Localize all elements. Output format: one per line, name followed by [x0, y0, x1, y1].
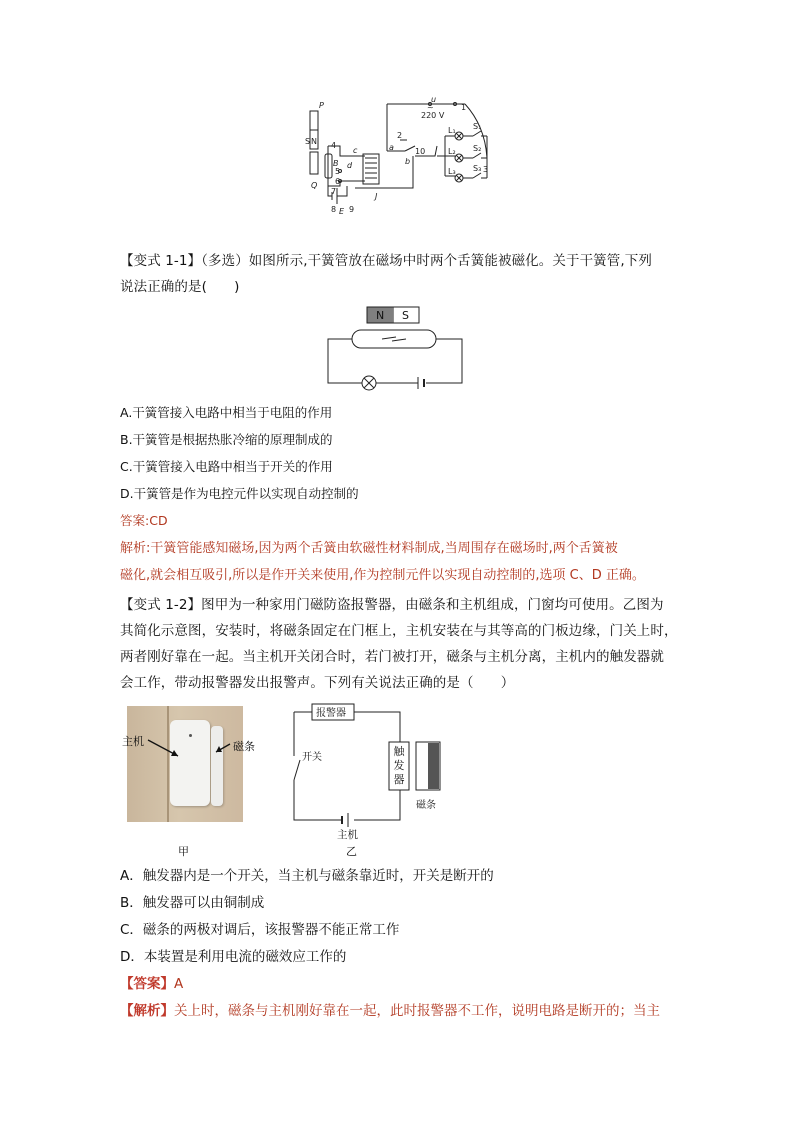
label-7: 7 [331, 187, 337, 196]
q1-answer: 答案:CD [120, 513, 168, 528]
label-tilde: ~ [427, 103, 434, 112]
label-j: J [375, 192, 378, 201]
q2-option-d: D．本装置是利用电流的磁效应工作的 [120, 949, 347, 965]
q1-option-d: D.干簧管是作为电控元件以实现自动控制的 [120, 486, 359, 501]
magnet-n-label: N [376, 309, 385, 322]
q2-answer-value: A [174, 976, 184, 992]
q1-title-line2: 说法正确的是( ) [120, 279, 240, 295]
label-b: B [333, 159, 339, 168]
label-220v: 220 V [421, 111, 445, 120]
label-4: 4 [331, 141, 337, 150]
circuit-magnet-label: 磁条 [416, 800, 436, 811]
q1-option-b: B.干簧管是根据热胀冷缩的原理制成的 [120, 432, 333, 447]
q2-line2: 其简化示意图，安装时，将磁条固定在门框上，主机安装在与其等高的门板边缘，门关上时， [120, 623, 678, 639]
q2-answer [120, 975, 183, 993]
q1-option-c: C.干簧管接入电路中相当于开关的作用 [120, 459, 333, 474]
label-s1: S₁ [473, 122, 482, 131]
label-s2: S₂ [473, 144, 482, 153]
q2-answer-label: 【答案】 [120, 976, 174, 992]
label-8: 8 [331, 205, 337, 214]
q2-analysis-text: 关上时，磁条与主机刚好靠在一起，此时报警器不工作，说明电路是断开的；当主 [174, 1003, 660, 1019]
label-c: c [353, 146, 358, 155]
label-u: u [431, 96, 437, 104]
q2-option-c: C．磁条的两极对调后，该报警器不能正常工作 [120, 922, 400, 938]
circuit-trigger-label: 触发器 [393, 745, 405, 786]
label-10: 10 [415, 147, 426, 156]
q1-option-a: A.干簧管接入电路中相当于电阻的作用 [120, 405, 333, 420]
q1-title-line1: 【变式 1-1】（多选）如图所示,干簧管放在磁场中时两个舌簧能被磁化。关于干簧管,下列 [120, 253, 652, 269]
q1-analysis-line2: 磁化,就会相互吸引,所以是作开关来使用,作为控制元件以实现自动控制的,选项 C、D 正确。 [120, 568, 645, 583]
label-p: P [319, 101, 324, 110]
label-e: E [339, 207, 345, 216]
label-b-small: b [405, 157, 411, 166]
caption-yi: 乙 [346, 845, 357, 858]
label-l1: L₁ [448, 126, 456, 135]
photo-label-magnet: 磁条 [233, 740, 255, 753]
circuit-alarm-label: 报警器 [316, 708, 346, 719]
reed-switch-figure [322, 305, 468, 391]
q2-line3: 两者刚好靠在一起。当主机开关闭合时，若门被打开，磁条与主机分离，主机内的触发器就 [120, 649, 664, 665]
label-l3: L₃ [448, 167, 456, 176]
relay-circuit-figure [295, 96, 505, 216]
label-1: 1 [461, 103, 467, 112]
caption-jia: 甲 [178, 845, 189, 858]
label-2: 2 [397, 131, 403, 140]
label-q: Q [311, 181, 318, 190]
q1-analysis-line1: 解析:干簧管能感知磁场,因为两个舌簧由软磁性材料制成,当周围存在磁场时,两个舌簧被 [120, 541, 618, 556]
label-s3: S₃ [473, 164, 482, 173]
label-a: a [389, 143, 394, 152]
q2-analysis-label: 【解析】 [120, 1003, 174, 1019]
circuit-switch-label: 开关 [302, 752, 322, 763]
label-d: d [347, 161, 353, 170]
label-3: 3 [483, 165, 489, 174]
q2-analysis [120, 1002, 660, 1020]
magnet-s-label: S [402, 309, 409, 322]
label-s: S [305, 137, 311, 146]
label-9: 9 [349, 205, 355, 214]
photo-label-host: 主机 [122, 735, 144, 748]
label-l2: L₂ [448, 147, 456, 156]
label-5: 5 [335, 167, 341, 176]
q2-line4: 会工作，带动报警器发出报警声。下列有关说法正确的是（ ） [120, 675, 515, 691]
q2-line1: 【变式 1-2】图甲为一种家用门磁防盗报警器，由磁条和主机组成，门窗均可使用。乙图为 [120, 597, 664, 613]
circuit-host-label: 主机 [337, 829, 358, 841]
label-6: 6 [335, 177, 341, 186]
label-n: N [311, 137, 317, 146]
alarm-circuit-figure [288, 700, 448, 840]
q2-option-b: B．触发器可以由铜制成 [120, 895, 265, 911]
q2-option-a: A．触发器内是一个开关，当主机与磁条靠近时，开关是断开的 [120, 868, 494, 884]
